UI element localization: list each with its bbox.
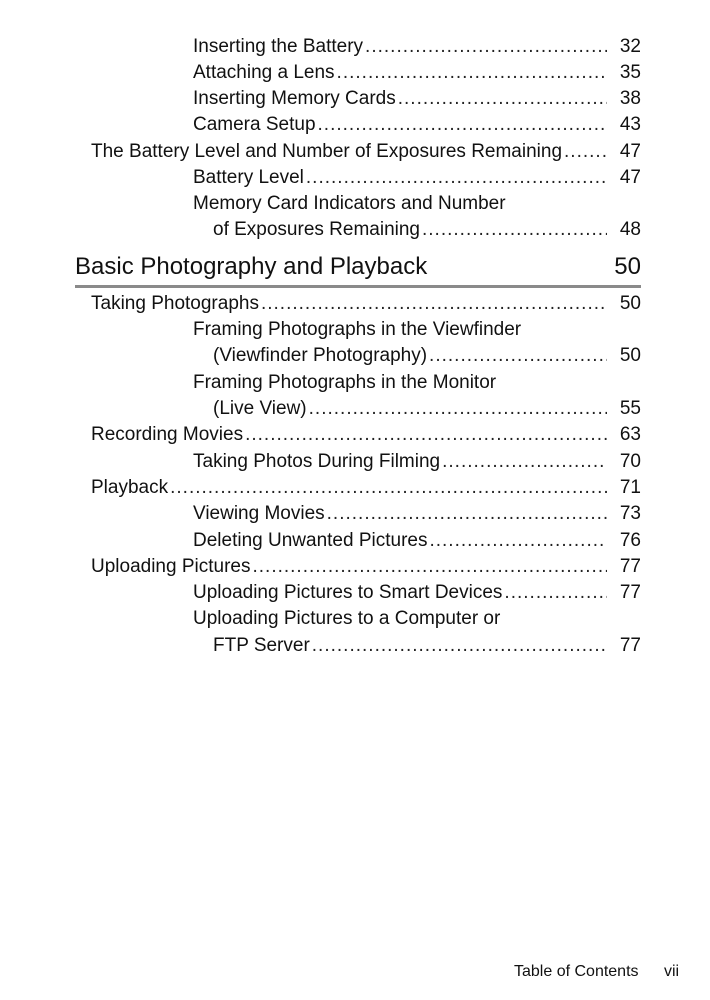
toc-entry-page: 38: [619, 88, 641, 109]
toc-entry-title: Taking Photos During Filming: [193, 451, 441, 472]
dot-leader: [504, 580, 607, 606]
section-divider: [75, 285, 641, 288]
toc-entry-page: 50: [619, 293, 641, 314]
dot-leader: [327, 501, 607, 527]
toc-entry-page: 71: [619, 477, 641, 498]
toc-entry-page: 47: [619, 167, 641, 188]
toc-entry-title: Attaching a Lens: [193, 62, 335, 83]
dot-leader: [442, 449, 607, 475]
toc-entry[interactable]: [193, 528, 641, 554]
toc-entry[interactable]: [193, 580, 641, 606]
dot-leader: [252, 554, 607, 580]
dot-leader: [312, 633, 607, 659]
dot-leader: [429, 528, 607, 554]
dot-leader: [261, 291, 607, 317]
toc-entry[interactable]: [91, 422, 641, 448]
footer-label: Table of Contents: [514, 963, 639, 980]
toc-entry-page: 47: [619, 141, 641, 162]
toc-entry-title: Recording Movies: [91, 424, 244, 445]
toc-entry-page: 35: [619, 62, 641, 83]
toc-entry[interactable]: [193, 86, 641, 112]
toc-entry-title: Uploading Pictures to Smart Devices: [193, 582, 503, 603]
dot-leader: [318, 112, 607, 138]
toc-entry[interactable]: [193, 501, 641, 527]
section-heading[interactable]: [75, 250, 641, 284]
dot-leader: [337, 60, 607, 86]
toc-entry-title: Camera Setup: [193, 114, 316, 135]
dot-leader: [365, 34, 607, 60]
toc-entry-title: of Exposures Remaining: [213, 219, 420, 240]
toc-entry-page: 77: [619, 582, 641, 603]
toc-entry[interactable]: [193, 112, 641, 138]
dot-leader: [306, 165, 607, 191]
toc-entry-title: Deleting Unwanted Pictures: [193, 530, 428, 551]
toc-entry[interactable]: [91, 554, 641, 580]
toc-entry[interactable]: [193, 449, 641, 475]
toc-entry-title: Viewing Movies: [193, 503, 325, 524]
toc-entry-page: 77: [619, 635, 641, 656]
section-page: 50: [614, 253, 641, 280]
toc-entry[interactable]: [213, 396, 641, 422]
dot-leader: [170, 475, 607, 501]
toc-entry-title: Playback: [91, 477, 169, 498]
toc-entry-title[interactable]: Framing Photographs in the Viewfinder: [193, 319, 522, 340]
toc-entry-title: The Battery Level and Number of Exposures Remaining: [91, 141, 563, 162]
dot-leader: [309, 396, 607, 422]
toc-entry-title: Taking Photographs: [91, 293, 259, 314]
toc-entry-title[interactable]: Memory Card Indicators and Number: [193, 193, 506, 214]
toc-entry-title: (Viewfinder Photography): [213, 345, 428, 366]
toc-entry-page: 63: [619, 424, 641, 445]
toc-entry-page: 70: [619, 451, 641, 472]
toc-entry-title[interactable]: Framing Photographs in the Monitor: [193, 372, 497, 393]
dot-leader: [564, 139, 607, 165]
toc-entry-page: 32: [619, 36, 641, 57]
dot-leader: [398, 86, 607, 112]
toc-entry-title: Battery Level: [193, 167, 304, 188]
toc-entry[interactable]: [193, 34, 641, 60]
toc-entry-title: Uploading Pictures: [91, 556, 251, 577]
toc-entry[interactable]: [91, 291, 641, 317]
toc-entry-title: Inserting the Battery: [193, 36, 364, 57]
toc-entry-page: 77: [619, 556, 641, 577]
toc-entry-page: 43: [619, 114, 641, 135]
toc-entry-page: 76: [619, 530, 641, 551]
toc-entry[interactable]: [193, 60, 641, 86]
toc-entry-title: FTP Server: [213, 635, 310, 656]
toc-entry[interactable]: [91, 475, 641, 501]
dot-leader: [245, 422, 607, 448]
toc-entry-page: 73: [619, 503, 641, 524]
section-title: Basic Photography and Playback: [75, 253, 428, 280]
toc-entry-page: 48: [619, 219, 641, 240]
dot-leader: [422, 217, 607, 243]
toc-entry[interactable]: [91, 139, 641, 165]
dot-leader: [429, 343, 607, 369]
toc-entry-page: 55: [619, 398, 641, 419]
toc-entry[interactable]: [213, 217, 641, 243]
toc-entry[interactable]: [213, 343, 641, 369]
footer-page-number: vii: [664, 963, 680, 980]
toc-entry-page: 50: [619, 345, 641, 366]
toc-entry-title: Inserting Memory Cards: [193, 88, 396, 109]
toc-entry[interactable]: [213, 633, 641, 659]
toc-entry[interactable]: [193, 165, 641, 191]
toc-entry-title[interactable]: Uploading Pictures to a Computer or: [193, 608, 501, 629]
toc-entry-title: (Live View): [213, 398, 307, 419]
